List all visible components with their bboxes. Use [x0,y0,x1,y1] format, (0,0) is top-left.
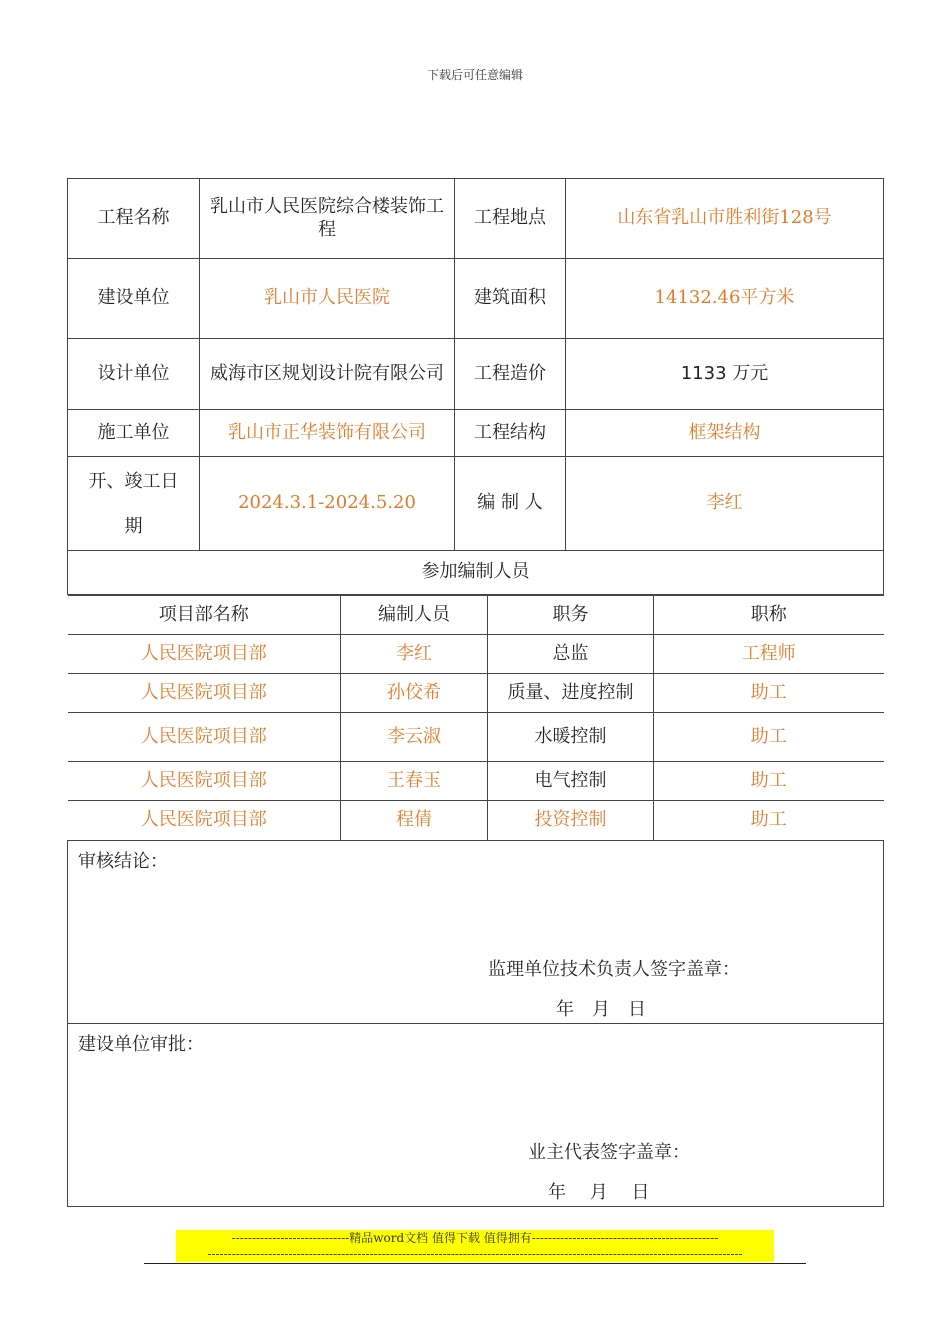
cost-number: 1133 [680,362,727,384]
builder-value: 乳山市人民医院 [200,259,455,339]
structure-label: 工程结构 [455,410,566,457]
table-row [68,762,884,801]
structure-value: 框架结构 [566,410,884,457]
row-dept: 人民医院项目部 [68,635,341,674]
contractor-label: 施工单位 [68,410,200,457]
row-duty: 水暖控制 [488,713,654,762]
footer-rule [144,1263,806,1264]
row-duty: 总监 [488,635,654,674]
header-duty: 职务 [488,596,654,635]
review-section [68,840,884,1023]
participants-block [68,595,884,841]
location-value: 山东省乳山市胜利街128号 [566,179,884,259]
author-value: 李红 [566,457,884,551]
row-title: 助工 [654,762,884,801]
table-row [68,635,884,674]
cost-unit: 万元 [732,362,769,384]
row-person: 程倩 [341,801,488,840]
header-title: 职称 [654,596,884,635]
participants-table [68,595,884,840]
cost-label: 工程造价 [455,339,566,410]
project-name-label: 工程名称 [68,179,200,259]
footer-line-1: -----------------------------精品word文档 值得下载 值得拥有---------------------------------------------- [231,1231,719,1245]
area-label: 建筑面积 [455,259,566,339]
footer-banner [176,1230,774,1262]
table-row [68,674,884,713]
header-dept: 项目部名称 [68,596,341,635]
author-label: 编 制 人 [455,457,566,551]
designer-label: 设计单位 [68,339,200,410]
project-name-value: 乳山市人民医院综合楼装饰工程 [200,179,455,259]
table-row [68,713,884,762]
header-note: 下载后可任意编辑 [426,68,523,82]
table-row [68,801,884,840]
row-person: 李红 [341,635,488,674]
row-dept: 人民医院项目部 [68,801,341,840]
participants-title: 参加编制人员 [68,551,884,595]
location-label: 工程地点 [455,179,566,259]
row-duty: 投资控制 [488,801,654,840]
row-person: 李云淑 [341,713,488,762]
footer-line-2: ------------------------------------------------------------------------------------------------------------------------------------ [207,1247,743,1261]
row-duty: 质量、进度控制 [488,674,654,713]
contractor-value: 乳山市正华装饰有限公司 [200,410,455,457]
approval-section [68,1023,884,1206]
row-person: 王春玉 [341,762,488,801]
row-title: 助工 [654,801,884,840]
row-duty: 电气控制 [488,762,654,801]
row-title: 工程师 [654,635,884,674]
row-title: 助工 [654,674,884,713]
dates-label: 开、竣工日期 [68,457,200,551]
participants-header-row [68,596,884,635]
area-value: 14132.46平方米 [566,259,884,339]
row-dept: 人民医院项目部 [68,713,341,762]
designer-value: 威海市区规划设计院有限公司 [200,339,455,410]
approval-date: 年 月 日 [548,1181,650,1203]
dates-value: 2024.3.1-2024.5.20 [200,457,455,551]
approval-label: 建设单位审批： [78,1033,204,1055]
row-person: 孙佼希 [341,674,488,713]
review-signature: 监理单位技术负责人签字盖章： [488,958,740,980]
builder-label: 建设单位 [68,259,200,339]
review-date: 年 月 日 [556,998,646,1020]
row-dept: 人民医院项目部 [68,762,341,801]
header-person: 编制人员 [341,596,488,635]
cost-value [566,339,884,410]
row-title: 助工 [654,713,884,762]
row-dept: 人民医院项目部 [68,674,341,713]
approval-signature: 业主代表签字盖章： [528,1141,690,1163]
project-info-table [67,178,884,1207]
review-label: 审核结论： [78,850,168,872]
